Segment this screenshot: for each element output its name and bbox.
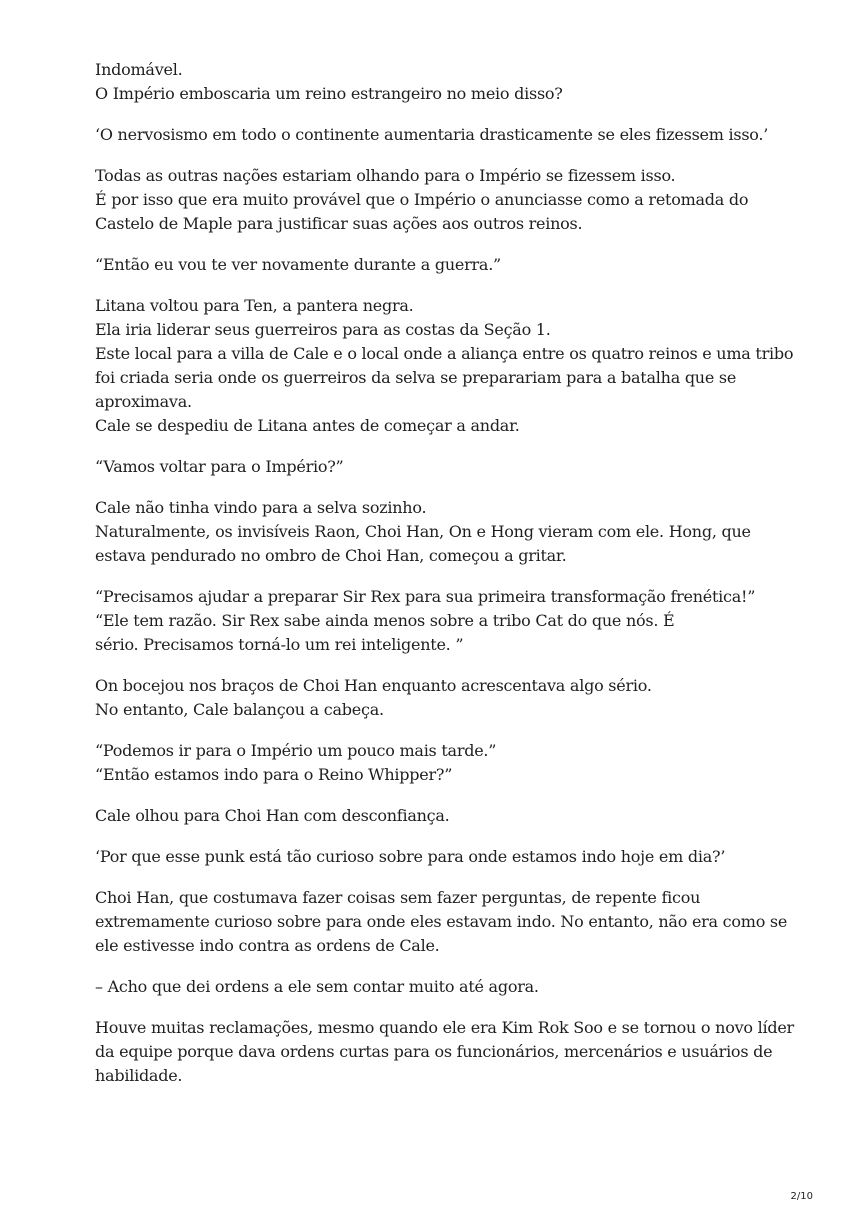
text-line: “Podemos ir para o Império um pouco mais tarde.”: [95, 741, 497, 760]
text-line: Choi Han, que costumava fazer coisas sem fazer perguntas, de repente ficou: [95, 888, 701, 907]
text-line: Ela iria liderar seus guerreiros para as costas da Seção 1.: [95, 320, 551, 339]
text-line: extremamente curioso sobre para onde eles estavam indo. No entanto, não era como se: [95, 912, 788, 931]
paragraph: [95, 585, 795, 657]
paragraph: [95, 845, 795, 869]
paragraph: [95, 1016, 795, 1088]
paragraph: [95, 886, 795, 958]
text-line: Houve muitas reclamações, mesmo quando ele era Kim Rok Soo e se tornou o novo líder: [95, 1018, 794, 1037]
text-line: habilidade.: [95, 1066, 183, 1085]
paragraph: [95, 253, 795, 277]
text-line: Este local para a villa de Cale e o local onde a aliança entre os quatro reinos e uma tribo: [95, 344, 794, 363]
document-body: [95, 58, 795, 1105]
text-line: Castelo de Maple para justificar suas ações aos outros reinos.: [95, 214, 583, 233]
paragraph: [95, 739, 795, 787]
text-line: ‘O nervosismo em todo o continente aumentaria drasticamente se eles fizessem isso.’: [95, 125, 769, 144]
text-line: On bocejou nos braços de Choi Han enquanto acrescentava algo sério.: [95, 676, 652, 695]
text-line: O Império emboscaria um reino estrangeiro no meio disso?: [95, 84, 563, 103]
text-line: É por isso que era muito provável que o Império o anunciasse como a retomada do: [95, 190, 749, 209]
text-line: Indomável.: [95, 60, 183, 79]
text-line: Cale não tinha vindo para a selva sozinho.: [95, 498, 427, 517]
text-line: “Então eu vou te ver novamente durante a guerra.”: [95, 255, 501, 274]
paragraph: [95, 496, 795, 568]
text-line: “Então estamos indo para o Reino Whipper?”: [95, 765, 453, 784]
paragraph: [95, 58, 795, 106]
text-line: estava pendurado no ombro de Choi Han, começou a gritar.: [95, 546, 567, 565]
text-line: “Vamos voltar para o Império?”: [95, 457, 344, 476]
text-line: No entanto, Cale balançou a cabeça.: [95, 700, 384, 719]
text-line: Todas as outras nações estariam olhando para o Império se fizessem isso.: [95, 166, 676, 185]
text-line: “Precisamos ajudar a preparar Sir Rex para sua primeira transformação frenética!”: [95, 587, 756, 606]
paragraph: [95, 123, 795, 147]
paragraph: [95, 455, 795, 479]
paragraph: [95, 294, 795, 438]
page-number: 2/10: [790, 1191, 813, 1202]
text-line: “Ele tem razão. Sir Rex sabe ainda menos sobre a tribo Cat do que nós. É: [95, 611, 675, 630]
text-line: aproximava.: [95, 392, 192, 411]
text-line: Cale olhou para Choi Han com desconfiança.: [95, 806, 450, 825]
text-line: ele estivesse indo contra as ordens de Cale.: [95, 936, 440, 955]
paragraph: [95, 975, 795, 999]
paragraph: [95, 674, 795, 722]
text-line: Cale se despediu de Litana antes de começar a andar.: [95, 416, 520, 435]
text-line: sério. Precisamos torná-lo um rei inteligente. ”: [95, 635, 464, 654]
text-line: – Acho que dei ordens a ele sem contar muito até agora.: [95, 977, 539, 996]
text-line: ‘Por que esse punk está tão curioso sobre para onde estamos indo hoje em dia?’: [95, 847, 726, 866]
text-line: foi criada seria onde os guerreiros da selva se preparariam para a batalha que se: [95, 368, 737, 387]
paragraph: [95, 804, 795, 828]
text-line: Naturalmente, os invisíveis Raon, Choi Han, On e Hong vieram com ele. Hong, que: [95, 522, 751, 541]
paragraph: [95, 164, 795, 236]
text-line: da equipe porque dava ordens curtas para os funcionários, mercenários e usuários de: [95, 1042, 773, 1061]
text-line: Litana voltou para Ten, a pantera negra.: [95, 296, 414, 315]
